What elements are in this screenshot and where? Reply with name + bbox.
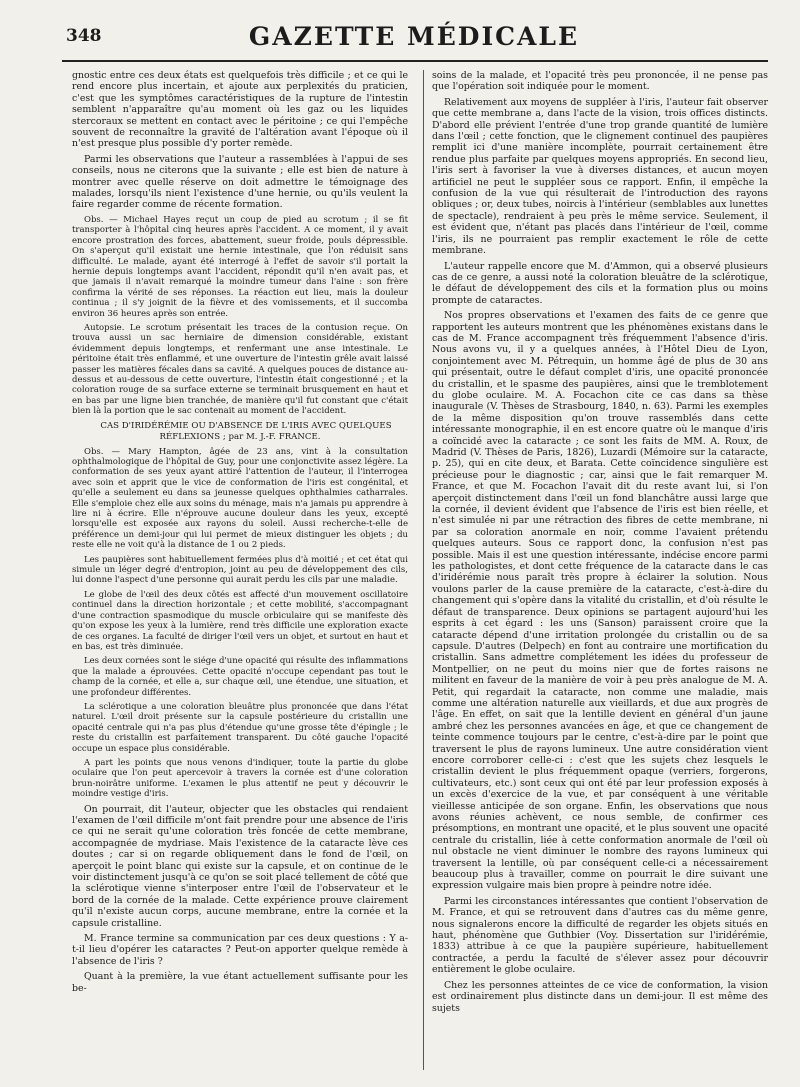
paragraph: M. France termine sa communication par ces deux questions : Y a-t-il lieu d'opérer les cataractes ? Peut-on apporter quelque remède à l'absence de l'iris ? (72, 933, 408, 967)
paragraph: A part les points que nous venons d'indiquer, toute la partie du globe oculaire que l'on peut apercevoir à travers la cornée est d'une coloration brun-noirâtre uniforme. L'examen le plus attentif ne peut y découvrir le moindre vestige d'iris. (72, 757, 408, 800)
paragraph: Chez les personnes atteintes de ce vice de conformation, la vision est ordinairement plus distincte dans un demi-jour. Il est même des sujets (432, 979, 768, 1014)
paragraph: L'auteur rappelle encore que M. d'Ammon, qui a observé plusieurs cas de ce genre, a aussi noté la coloration bleuâtre de la sclérotique, le défaut de développement des cils et la formation plus ou moins prompte de cataractes. (432, 260, 768, 306)
paragraph: soins de la malade, et l'opacité très peu prononcée, il ne pense pas que l'opération soit indiquée pour le moment. (432, 70, 768, 93)
right-column (432, 70, 768, 1076)
autopsy: Autopsie. Le scrotum présentait les traces de la contusion reçue. On trouva aussi un sac herniaire de dimension considérable, existant évidemment depuis longtemps, et renfermant une anse intestinale. Le péritoine était très enflammé, et une ouverture de l'intestin grêle avait laissé passer les matières fécales dans sa cavité. A quelques pouces de distance au-dessus et au-dessous de cette ouverture, l'intestin était congestionné ; et la coloration rouge de sa surface externe se terminait brusquement en haut et en bas par une ligne bien tranchée, de manière qu'il fut constant que c'était bien là la portion que le sac contenait au moment de l'accident. (72, 322, 408, 417)
paragraph: gnostic entre ces deux états est quelquefois très difficile ; et ce qui le rend encore plus incertain, et ajoute aux perplexités du praticien, c'est que les symptômes caractéristiques de la rupture de l'intestin semblent n'apparaître qu'au moment où les gaz ou les liquides stercoraux se mettent en contact avec le péritoine ; ce qui l'empêche souvent de reconnaître la gravité de l'altération avant l'époque où il n'est presque plus possible d'y porter remède. (72, 70, 408, 150)
paragraph: Quant à la première, la vue étant actuellement suffisante pour les be- (72, 971, 408, 994)
header-rule (62, 60, 768, 62)
paragraph: Relativement aux moyens de suppléer à l'iris, l'auteur fait observer que cette membrane a, dans l'acte de la vision, trois offices distincts. D'abord elle prévient l'entrée d'une trop grande quantité de lumière dans l'œil ; cette fonction, que le clignement continuel des paupières remplit ici d'une manière incomplète, pourrait certainement être rendue plus parfaite par quelques moyens appropriés. En second lieu, l'iris sert à favoriser la vue à diverses distances, et aucun moyen artificiel ne peut le suppléer sous ce rapport. Enfin, il empêche la confusion de la vue qui résulterait de l'introduction des rayons obliques ; or, deux tubes, noircis à l'intérieur (semblables aux lunettes de spectacle), rendraient à peu près le même service. Seulement, il est évident que, n'étant pas placés dans l'intérieur de l'œil, comme l'iris, ils ne pourraient pas remplir exactement le rôle de cette membrane. (432, 96, 768, 257)
left-column (72, 70, 408, 1076)
article-subtitle: CAS D'IRIDÉRÉMIE OU D'ABSENCE DE L'IRIS AVEC QUELQUES RÉFLEXIONS ; par M. J.-F. FRANCE. (100, 420, 392, 442)
paragraph: Les deux cornées sont le siége d'une opacité qui résulte des inflammations que la malade a éprouvées. Cette opacité n'occupe cependant pas tout le champ de la cornée, et elle a, sur chaque œil, une étendue, une situation, et une profondeur différentes. (72, 656, 408, 698)
paragraph: Parmi les circonstances intéressantes que contient l'observation de M. France, et qui se retrouvent dans d'autres cas du même genre, nous signalerons encore la difficulté de regarder les objets situés en haut, phénomène que Guthbier (Voy. Dissertation sur l'iridérémie, 1833) attribue à ce que la paupière supérieure, habituellement contractée, a perdu la faculté de s'élever assez pour découvrir entièrement le globe oculaire. (432, 895, 768, 976)
observation: Obs. — Mary Hampton, âgée de 23 ans, vint à la consultation ophthalmologique de l'hôpital de Guy, pour une conjonctivite assez légère. La conformation de ses yeux ayant attiré l'attention de l'auteur, il l'interrogea avec soin et apprit que le vice de conformation de l'iris est congénital, et qu'elle a seulement eu dans sa jeunesse quelques ophthalmies catharrales. Elle s'emploie chez elle aux soins du ménage, mais n'a jamais pu apprendre à lire ni à écrire. Elle n'éprouve aucune douleur dans les yeux, excepté lorsqu'elle est exposée aux rayons du soleil. Aussi recherche-t-elle de préférence un demi-jour qui lui permet de mieux distinguer les objets ; du reste elle ne voit qu'à la distance de 1 ou 2 pieds. (72, 446, 408, 551)
page-number: 348 (66, 26, 102, 46)
observation: Obs. — Michael Hayes reçut un coup de pied au scrotum ; il se fit transporter à l'hôpital cinq heures après l'accident. A ce moment, il y avait encore prostration des forces, abattement, sueur froide, pouls dépressible. On s'aperçut qu'il existait une hernie intestinale, que l'on réduisit sans difficulté. Le malade, ayant été interrogé à l'effet de savoir s'il portait la hernie depuis longtemps avant l'accident, répondit qu'il n'en avait pas, et que jamais il n'avait remarqué la moindre tumeur dans l'aine : son frère confirma la vérité de ses réponses. La réaction eut lieu, mais la douleur continua ; il s'y joignit de la fièvre et des vomissements, et il succomba environ 36 heures après son entrée. (72, 214, 408, 319)
paragraph: Le globe de l'œil des deux côtés est affecté d'un mouvement oscillatoire continuel dans la direction horizontale ; et cette mobilité, s'accompagnant d'une contraction spasmodique du muscle orbiculaire qui se manifeste dès qu'on expose les yeux à la lumière, rend très difficile une exploration exacte de ces organes. La faculté de diriger l'œil vers un objet, et surtout en haut et en bas, est très diminuée. (72, 589, 408, 652)
paragraph: Nos propres observations et l'examen des faits de ce genre que rapportent les auteurs montrent que les phénomènes existans dans le cas de M. France accompagnent très fréquemment l'absence d'iris. Nous avons vu, il y a quelques années, à l'Hôtel Dieu de Lyon, conjointement avec M. Pétrequin, un homme âgé de plus de 30 ans qui présentait, outre le défaut complet d'iris, une opacité prononcée du cristallin, et le spasme des paupières, ainsi que le tremblotement du globe oculaire. M. A. Focachon cite ce cas dans sa thèse inaugurale (V. Thèses de Strasbourg, 1840, n. 63). Parmi les exemples de la même disposition qu'on trouve rassemblés dans cette intéressante monographie, il en est encore quatre où le manque d'iris a coïncidé avec la cataracte ; ce sont les faits de MM. A. Roux, de Madrid (V. Thèses de Paris, 1826), Luzardi (Mémoire sur la cataracte, p. 25), qui en cite deux, et Barata. Cette coïncidence singulière est précieuse pour le diagnostic ; car, ainsi que le fait remarquer M. France, et que M. Focachon l'avait dit du reste avant lui, si l'on aperçoit distinctement dans l'œil un fond blanchâtre aussi large que la cornée, il devient évident que l'absence de l'iris est bien réelle, et n'est simulée ni par une rétraction des fibres de cette membrane, ni par sa coloration anormale en noir, comme l'avaient prétendu quelques auteurs. Sous ce rapport donc, la confusion n'est pas possible. Mais il est une question intéressante, indécise encore parmi les pathologistes, et dont cette fréquence de la cataracte dans le cas d'iridérémie nous paraît très propre à éclairer la solution. Nous voulons parler de la cause première de la cataracte, c'est-à-dire du changement qui s'opère dans la vitalité du cristallin, et d'où résulte le défaut de transparence. Deux opinions se partagent aujourd'hui les esprits à cet égard : les uns (Sanson) paraissent croire que la cataracte dépend d'une irritation prolongée du cristallin ou de sa capsule. D'autres (Delpech) en font au contraire une mortification du cristallin. Sans admettre complétement les idées du professeur de Montpellier, on ne peut du moins nier que de fortes raisons ne militent en faveur de la manière de voir à peu près analogue de M. A. Petit, qui regardait la cataracte, non comme une maladie, mais comme une altération naturelle aux vieillards, et due aux progrès de l'âge. En effet, on sait que la lentille devient en général d'un jaune ambré chez les personnes avancées en âge, et que ce changement de teinte commence toujours par le centre, c'est-à-dire par le point que traversent le plus de rayons lumineux. Une autre considération vient encore corroborer celle-ci : c'est que les sujets chez lesquels le cristallin devient le plus fréquemment opaque (verriers, forgerons, cultivateurs, etc.) sont ceux qui ont été par leur profession exposés à un excès d'exercice de la vue, et par conséquent à une véritable vieillesse anticipée de son organe. Enfin, les observations que nous avons réunies achèvent, ce nous semble, de confirmer ces présomptions, en montrant une opacité, et le plus souvent une opacité centrale du cristallin, liée à cette conformation anormale de l'œil où nul obstacle ne vient diminuer le nombre des rayons lumineux qui traversent la lentille, où par conséquent celle-ci a nécessairement beaucoup plus à travailler, comme on pourrait le dire suivant une expression vulgaire mais bien propre à peindre notre idée. (432, 310, 768, 892)
paragraph: Les paupières sont habituellement fermées plus d'à moitié ; et cet état qui simule un léger degré d'entropion, joint au peu de développement des cils, lui donne l'aspect d'une personne qui aurait perdu les cils par une maladie. (72, 554, 408, 586)
paragraph: Parmi les observations que l'auteur a rassemblées à l'appui de ses conseils, nous ne citerons que la suivante ; elle est bien de nature à montrer avec quelle réserve on doit admettre le témoignage des malades, lorsqu'ils nient l'existence d'une hernie, ou qu'ils veulent la faire regarder comme de récente formation. (72, 153, 408, 211)
paragraph: La sclérotique a une coloration bleuâtre plus prononcée que dans l'état naturel. L'œil droit présente sur la capsule postérieure du cristallin une opacité centrale qui n'a pas plus d'étendue qu'une grosse tête d'épingle ; le reste du cristallin est parfaitement transparent. Du côté gauche l'opacité occupe un espace plus considérable. (72, 701, 408, 754)
column-divider (423, 70, 424, 1070)
page-header (58, 18, 770, 58)
journal-title: GAZETTE MÉDICALE (248, 22, 580, 51)
paragraph: On pourrait, dit l'auteur, objecter que les obstacles qui rendaient l'examen de l'œil difficile m'ont fait prendre pour une absence de l'iris ce qui ne serait qu'une coloration très foncée de cette membrane, accompagnée de mydriase. Mais l'existence de la cataracte lève ces doutes ; car si on regarde obliquement dans le fond de l'œil, on aperçoit le point blanc qui existe sur la capsule, et on continue de le voir distinctement jusqu'à ce qu'on se soit placé tellement de côté que la sclérotique vienne s'interposer entre l'œil de l'observateur et le bord de la cornée de la malade. Cette expérience prouve clairement qu'il n'existe aucun corps, aucune membrane, entre la cornée et la capsule cristalline. (72, 803, 408, 929)
